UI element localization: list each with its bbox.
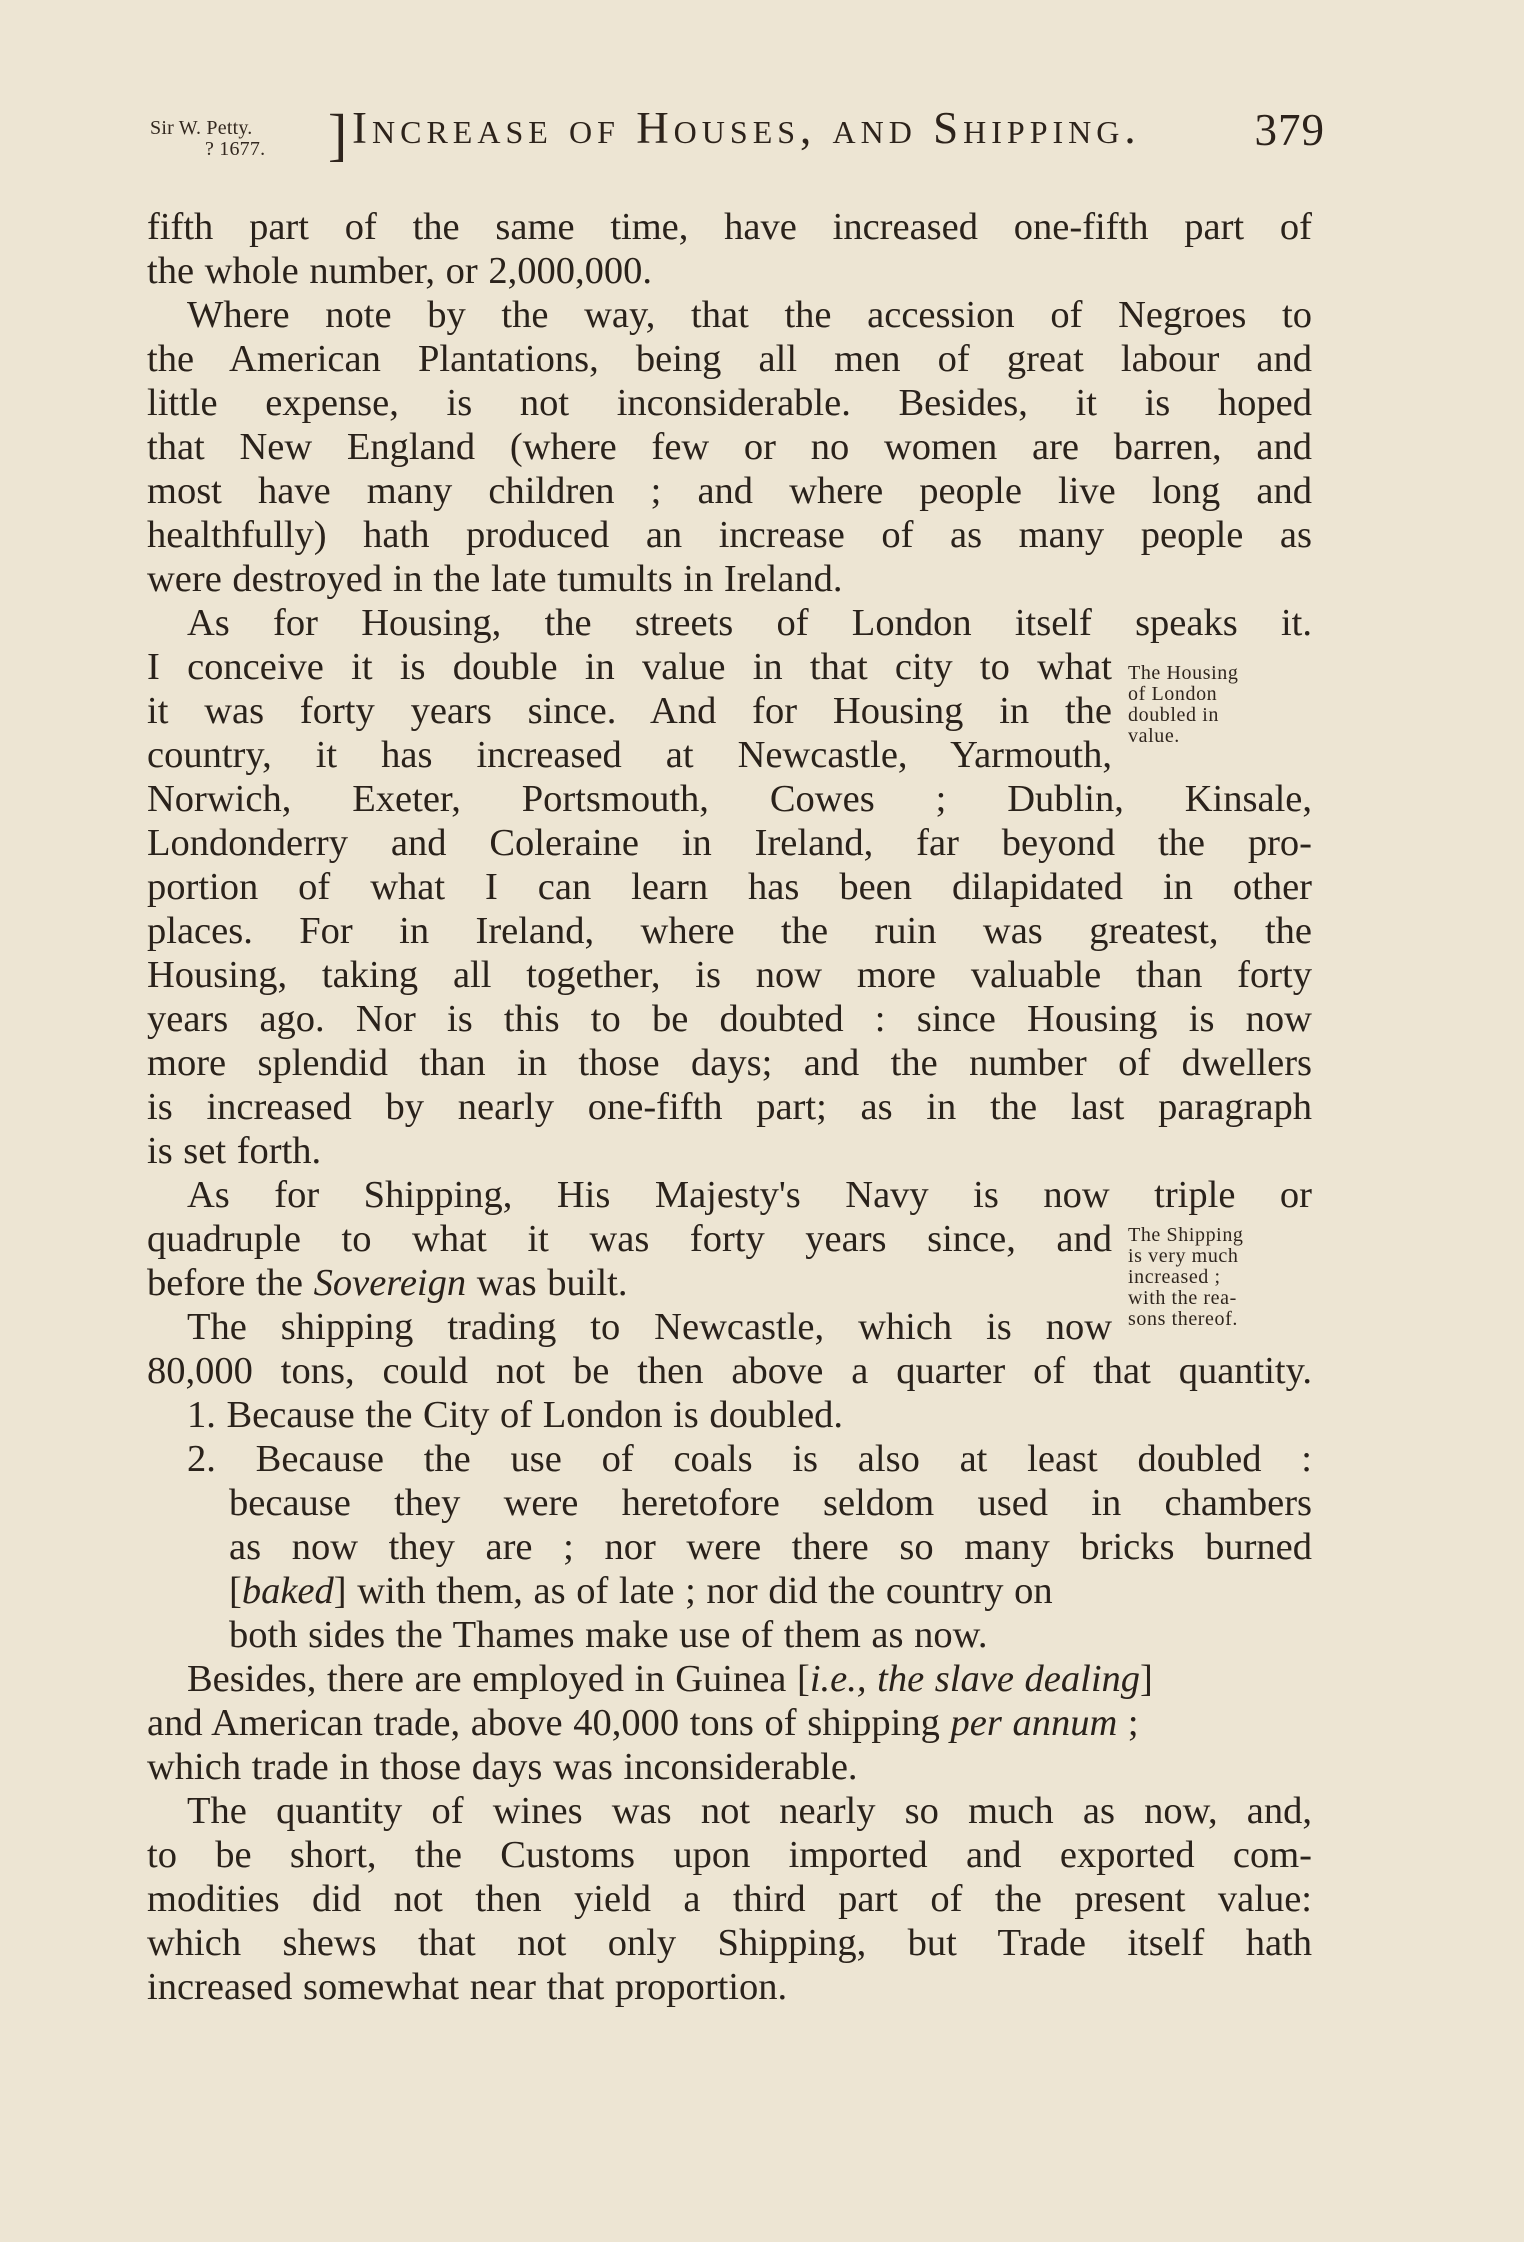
text-line: portion of what I can learn has been dilapidated in other [147,866,1312,908]
body-text [147,205,1312,2009]
text-line: the whole number, or 2,000,000. [147,250,653,292]
text-line: as now they are ; nor were there so many bricks burned [229,1526,1312,1568]
text-line: is increased by nearly one-fifth part; as in the last paragraph [147,1086,1312,1128]
marginal-line: sons thereof. [1128,1308,1238,1330]
marginal-line: of London [1128,683,1218,705]
text-line: more splendid than in those days; and the number of dwellers [147,1042,1312,1084]
text-line: to be short, the Customs upon imported and exported com- [147,1834,1312,1876]
text-segment: ] with them, as of late ; nor did the country on [333,1570,1053,1612]
text-line: The shipping trading to Newcastle, which is now [187,1306,1112,1348]
list-item: 1. Because the City of London is doubled. [187,1394,844,1436]
text-line: Where note by the way, that the accession of Negroes to [187,294,1312,336]
marginal-note-shipping [1128,1225,1308,1330]
date-note: ? 1677. [205,138,266,160]
text-line: that New England (where few or no women are barren, and [147,426,1312,468]
ship-name: Sovereign [313,1262,467,1304]
text-line [147,1569,1312,1613]
text-line: healthfully) hath produced an increase of as many people as [147,514,1312,556]
text-line: fifth part of the same time, have increased one-fifth part of [147,206,1312,248]
text-line: which shews that not only Shipping, but Trade itself hath [147,1922,1312,1964]
text-line: because they were heretofore seldom used in chambers [229,1482,1312,1524]
text-line: 80,000 tons, could not be then above a quarter of that quantity. [147,1350,1312,1392]
text-segment: ] [1140,1658,1153,1700]
text-line: quadruple to what it was forty years since, and [147,1218,1112,1260]
text-line: The quantity of wines was not nearly so much as now, and, [187,1790,1312,1832]
text-line: country, it has increased at Newcastle, Yarmouth, [147,734,1112,776]
marginal-line: value. [1128,725,1180,747]
text-line: places. For in Ireland, where the ruin was greatest, the [147,910,1312,952]
running-head [150,100,1325,170]
text-line: I conceive it is double in value in that city to what [147,646,1112,688]
author-note: Sir W. Petty. [150,117,253,139]
marginal-line: increased ; [1128,1266,1221,1288]
text-line: Norwich, Exeter, Portsmouth, Cowes ; Dublin, Kinsale, [147,778,1312,820]
phrase-italic: per annum [950,1702,1118,1744]
marginal-line: doubled in [1128,704,1219,726]
text-line: most have many children ; and where people live long and [147,470,1312,512]
list-item: 2. Because the use of coals is also at least doubled : [187,1438,1312,1480]
text-segment: was built. [476,1262,628,1304]
marginal-line: with the rea- [1128,1287,1237,1309]
text-line: little expense, is not inconsiderable. Besides, it is hoped [147,382,1312,424]
text-line [147,1701,1312,1745]
text-line: is set forth. [147,1130,322,1172]
author-date-note [150,118,330,160]
marginal-line: The Shipping [1128,1224,1244,1246]
text-segment: ; [1117,1702,1139,1744]
text-line: Housing, taking all together, is now more valuable than forty [147,954,1312,996]
text-line: As for Housing, the streets of London itself speaks it. [187,602,1312,644]
text-line: years ago. Nor is this to be doubted : since Housing is now [147,998,1312,1040]
page-title: Increase of Houses, and Shipping. [352,103,1141,153]
text-line: modities did not then yield a third part of the present value: [147,1878,1312,1920]
text-line: As for Shipping, His Majesty's Navy is now triple or [187,1174,1312,1216]
text-segment: Besides, there are employed in Guinea [ [187,1658,810,1700]
phrase-italic: i.e., the slave dealing [809,1658,1141,1700]
text-segment: before the [147,1262,303,1304]
text-segment: and American trade, above 40,000 tons of shipping [147,1702,940,1744]
text-line: the American Plantations, being all men of great labour and [147,338,1312,380]
text-line: Londonderry and Coleraine in Ireland, far beyond the pro- [147,822,1312,864]
marginal-line: The Housing [1128,662,1239,684]
text-line: which trade in those days was inconsiderable. [147,1746,858,1788]
text-line: were destroyed in the late tumults in Ireland. [147,558,843,600]
page-number: 379 [1254,105,1325,155]
text-line [147,1657,1312,1701]
text-line: it was forty years since. And for Housing in the [147,690,1112,732]
marginal-note-housing [1128,663,1308,747]
header-bracket: ] [328,102,348,167]
text-line: increased somewhat near that proportion. [147,1966,788,2008]
marginal-line: is very much [1128,1245,1239,1267]
text-segment: [ [229,1570,242,1612]
word-italic: baked [241,1570,334,1612]
text-line: both sides the Thames make use of them as now. [229,1614,988,1656]
